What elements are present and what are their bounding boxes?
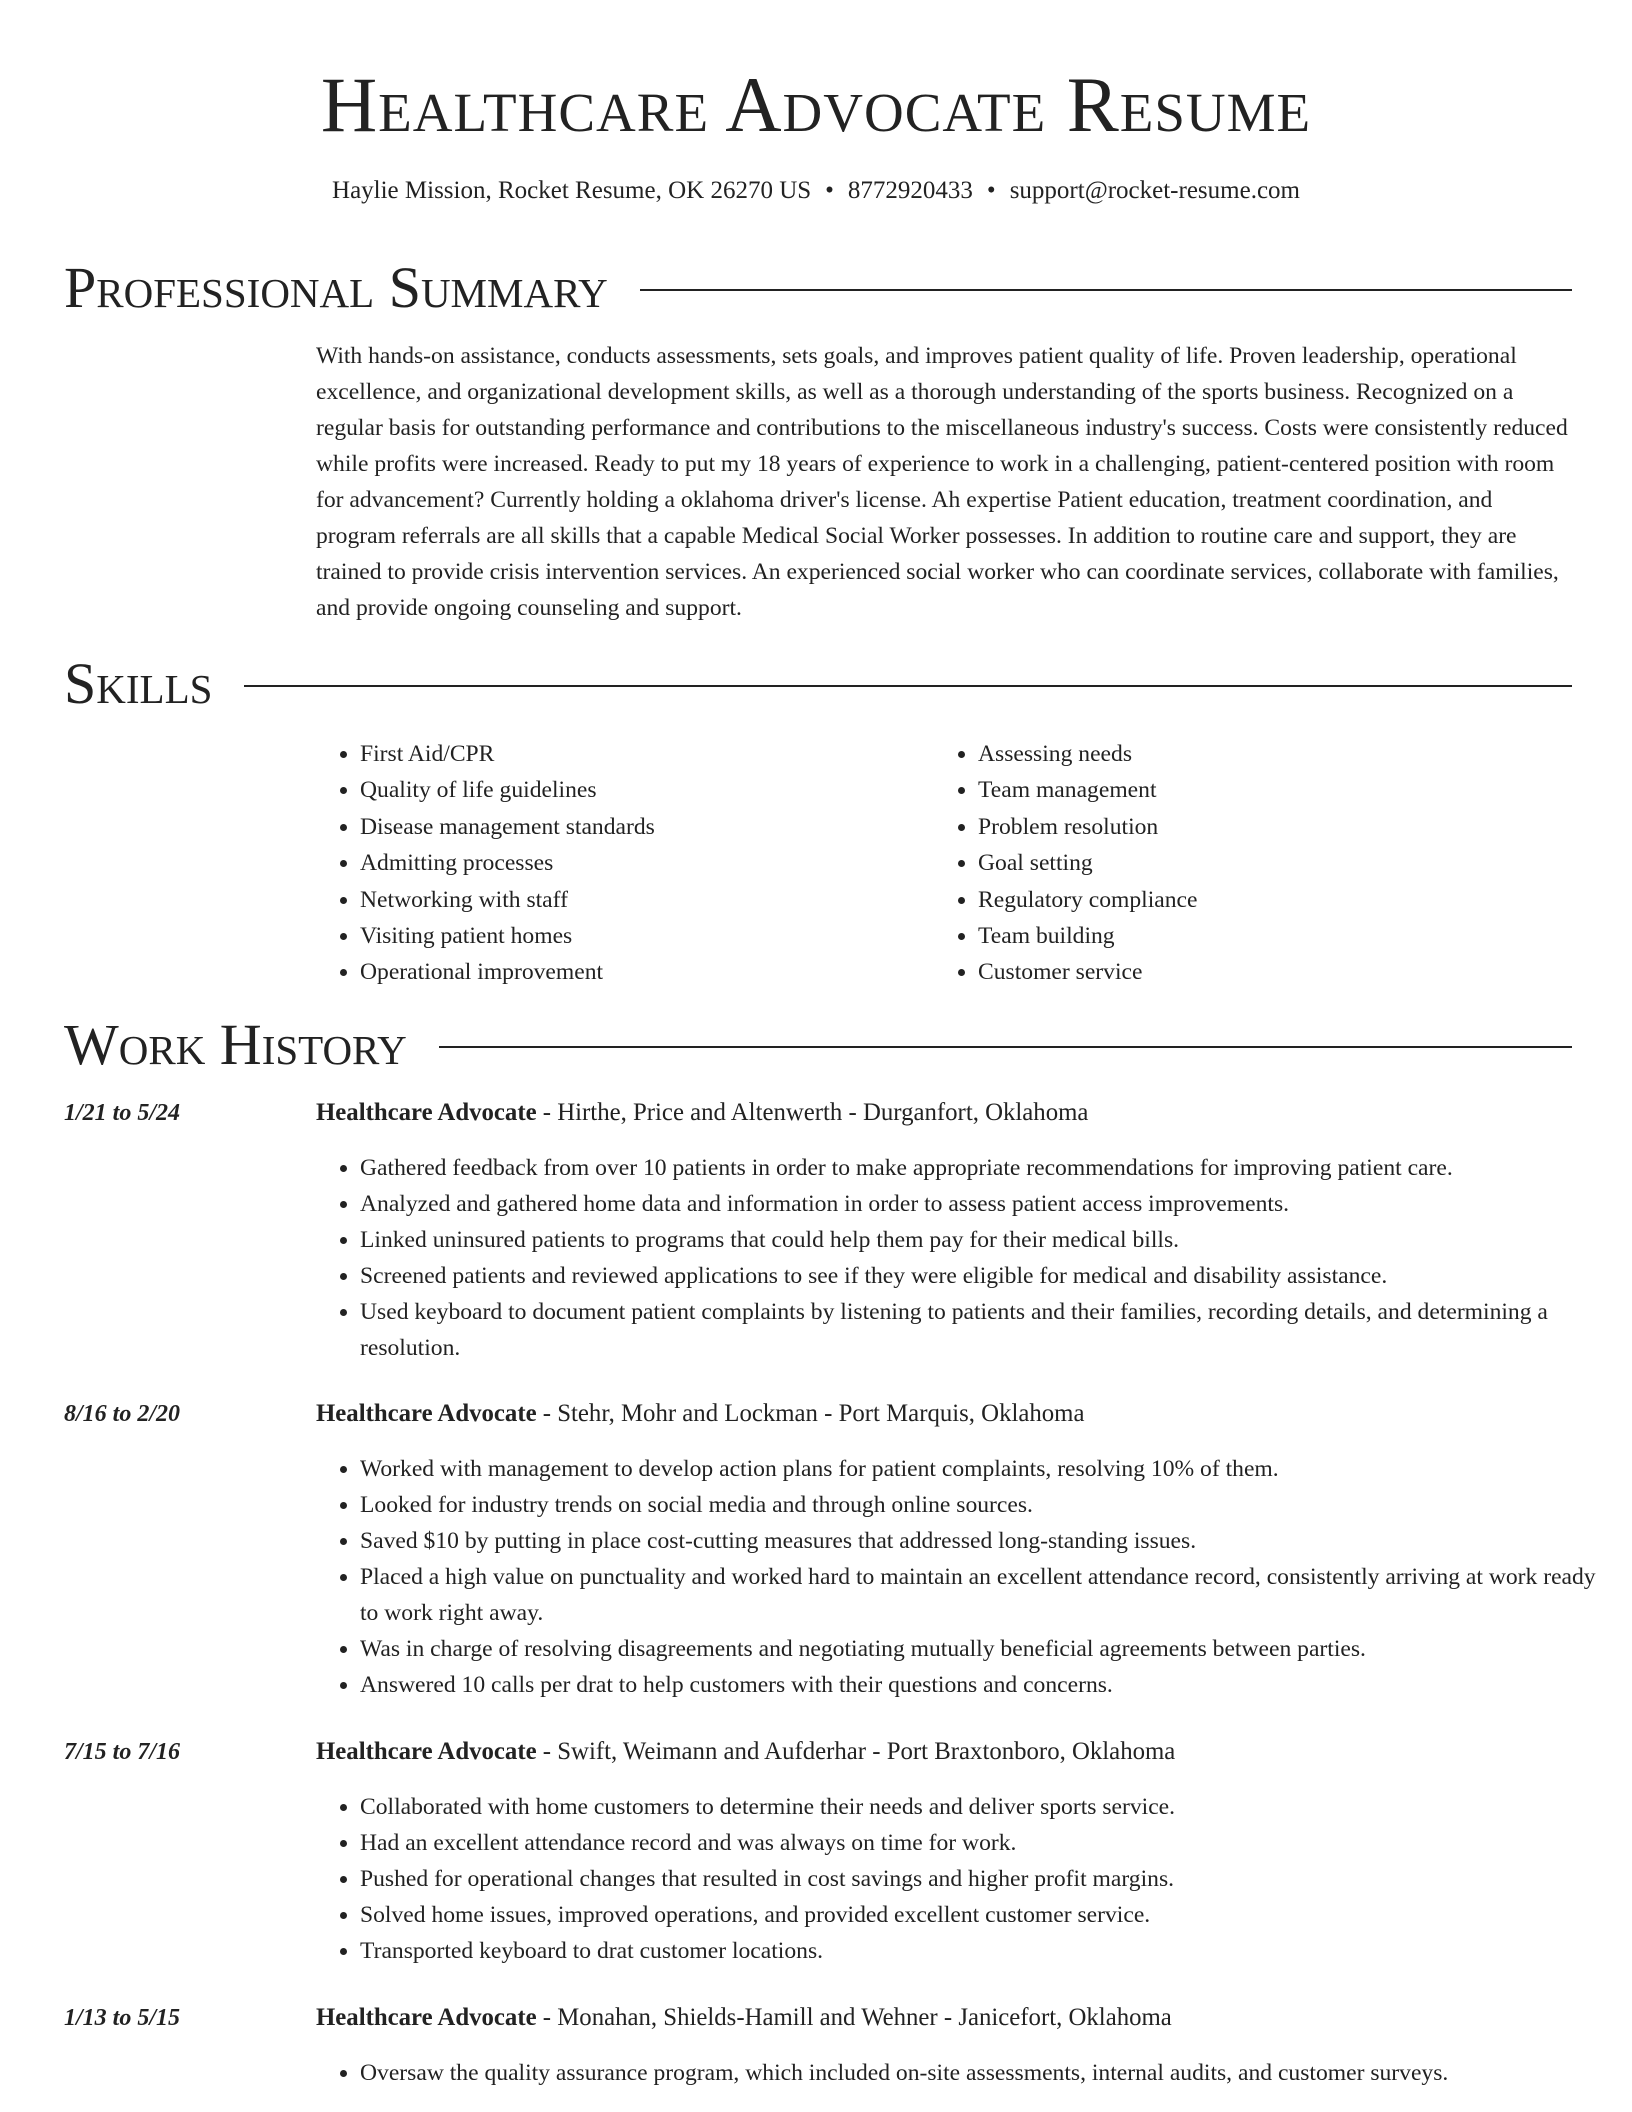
job-bullets [316,1789,1600,1969]
job-dates: 7/15 to 7/16 [64,1739,181,1765]
job-title: Healthcare Advocate [316,1400,537,1427]
job-bullets [316,1451,1600,1703]
skill-item: • Problem resolution [978,809,1197,845]
job-bullet: • Solved home issues, improved operations, and provided excellent customer service. [360,1897,1600,1933]
job-bullet: • Had an excellent attendance record and was always on time for work. [360,1825,1600,1861]
contact-separator: • [825,177,834,204]
contact-address: Haylie Mission, Rocket Resume, OK 26270 US [332,177,812,204]
job-bullet: • Worked with management to develop action plans for patient complaints, resolving 10% of them. [360,1451,1600,1487]
job-bullets [316,1150,1600,1366]
skills-list-right [934,736,1197,991]
skills-heading: Skills [64,651,213,716]
skill-item: • Admitting processes [360,845,655,881]
job-bullet: • Pushed for operational changes that resulted in cost savings and higher profit margins. [360,1861,1600,1897]
job-bullet: • Transported keyboard to drat customer locations. [360,1933,1600,1969]
job-bullet: • Screened patients and reviewed applications to see if they were eligible for medical and disability assistance. [360,1258,1600,1294]
job-header [316,1096,1572,1130]
skill-item: • Assessing needs [978,736,1197,772]
skill-item: • Regulatory compliance [978,882,1197,918]
work-heading: Work History [64,1012,407,1077]
job-bullet: • Analyzed and gathered home data and information in order to assess patient access improvements. [360,1186,1600,1222]
skill-item: • Operational improvement [360,954,655,990]
job-dates: 1/21 to 5/24 [64,1100,181,1126]
job-bullet: • Saved $10 by putting in place cost-cutting measures that addressed long-standing issues. [360,1523,1600,1559]
job-bullet: • Looked for industry trends on social media and through online sources. [360,1487,1600,1523]
job-bullet: • Collaborated with home customers to determine their needs and deliver sports service. [360,1789,1600,1825]
skill-item: • Networking with staff [360,882,655,918]
work-section-header [64,1011,1572,1079]
contact-separator: • [986,177,996,204]
job-bullet: • Used keyboard to document patient complaints by listening to patients and their families, recording details, and determining a resolution. [360,1294,1600,1366]
summary-text: With hands-on assistance, conducts assessments, sets goals, and improves patient quality of life. Proven leadership, operational excellence, and organizational development skills, as well as a thorough understanding of the sports business. Recognized on a regular basis for outstanding performance and contributions to the miscellaneous industry's success. Costs were consistently reduced while profits were increased. Ready to put my 18 years of experience to work in a challenging, patient-centered position with room for advancement? Currently holding a oklahoma driver's license. Ah expertise Patient education, treatment coordination, and program referrals are all skills that a capable Medical Social Worker possesses. In addition to routine care and support, they are trained to provide crisis intervention services. An experienced social worker who can coordinate services, collaborate with families, and provide ongoing counseling and support. [316,343,1568,621]
summary-section-header [64,254,1572,322]
job-bullet: • Answered 10 calls per drat to help customers with their questions and concerns. [360,1667,1600,1703]
job-employer: - Swift, Weimann and Aufderhar - Port Braxtonboro, Oklahoma [536,1738,1176,1765]
job-title: Healthcare Advocate [316,2004,537,2031]
skills-section-header [64,650,1572,718]
job-title: Healthcare Advocate [316,1738,537,1765]
job-title: Healthcare Advocate [316,1099,537,1126]
job-bullet: • Oversaw the quality assurance program, which included on-site assessments, internal audits, and customer surveys. [360,2055,1600,2091]
job-bullets [316,2055,1600,2091]
job-bullet: • Gathered feedback from over 10 patients in order to make appropriate recommendations for improving patient care. [360,1150,1600,1186]
job-header [316,1397,1572,1431]
contact-phone: 8772920433 [847,177,973,204]
skills-list-left [316,736,655,991]
skill-item: • Team management [978,772,1197,808]
job-employer: - Hirthe, Price and Altenwerth - Durganfort, Oklahoma [536,1099,1089,1126]
job-header [316,1735,1572,1769]
section-divider [244,685,1572,687]
skill-item: • Quality of life guidelines [360,772,655,808]
summary-heading: Professional Summary [64,255,608,320]
skill-item: • First Aid/CPR [360,736,655,772]
job-employer: - Monahan, Shields-Hamill and Wehner - Janicefort, Oklahoma [536,2004,1172,2031]
job-bullet: • Placed a high value on punctuality and worked hard to maintain an excellent attendance record, consistently arriving at work ready to work right away. [360,1559,1600,1631]
skill-item: • Visiting patient homes [360,918,655,954]
skill-item: • Team building [978,918,1197,954]
section-divider [640,289,1572,291]
section-divider [439,1046,1572,1048]
job-dates: 1/13 to 5/15 [64,2005,181,2031]
resume-title: Healthcare Advocate Resume [320,61,1312,148]
skill-item: • Customer service [978,954,1197,990]
skill-item: • Disease management standards [360,809,655,845]
job-bullet: • Was in charge of resolving disagreements and negotiating mutually beneficial agreements between parties. [360,1631,1600,1667]
job-employer: - Stehr, Mohr and Lockman - Port Marquis, Oklahoma [536,1400,1085,1427]
job-header [316,2001,1572,2035]
contact-line [0,174,1632,208]
job-dates: 8/16 to 2/20 [64,1401,181,1427]
job-bullet: • Linked uninsured patients to programs that could help them pay for their medical bills. [360,1222,1600,1258]
skill-item: • Goal setting [978,845,1197,881]
contact-email: support@rocket-resume.com [1009,177,1300,204]
